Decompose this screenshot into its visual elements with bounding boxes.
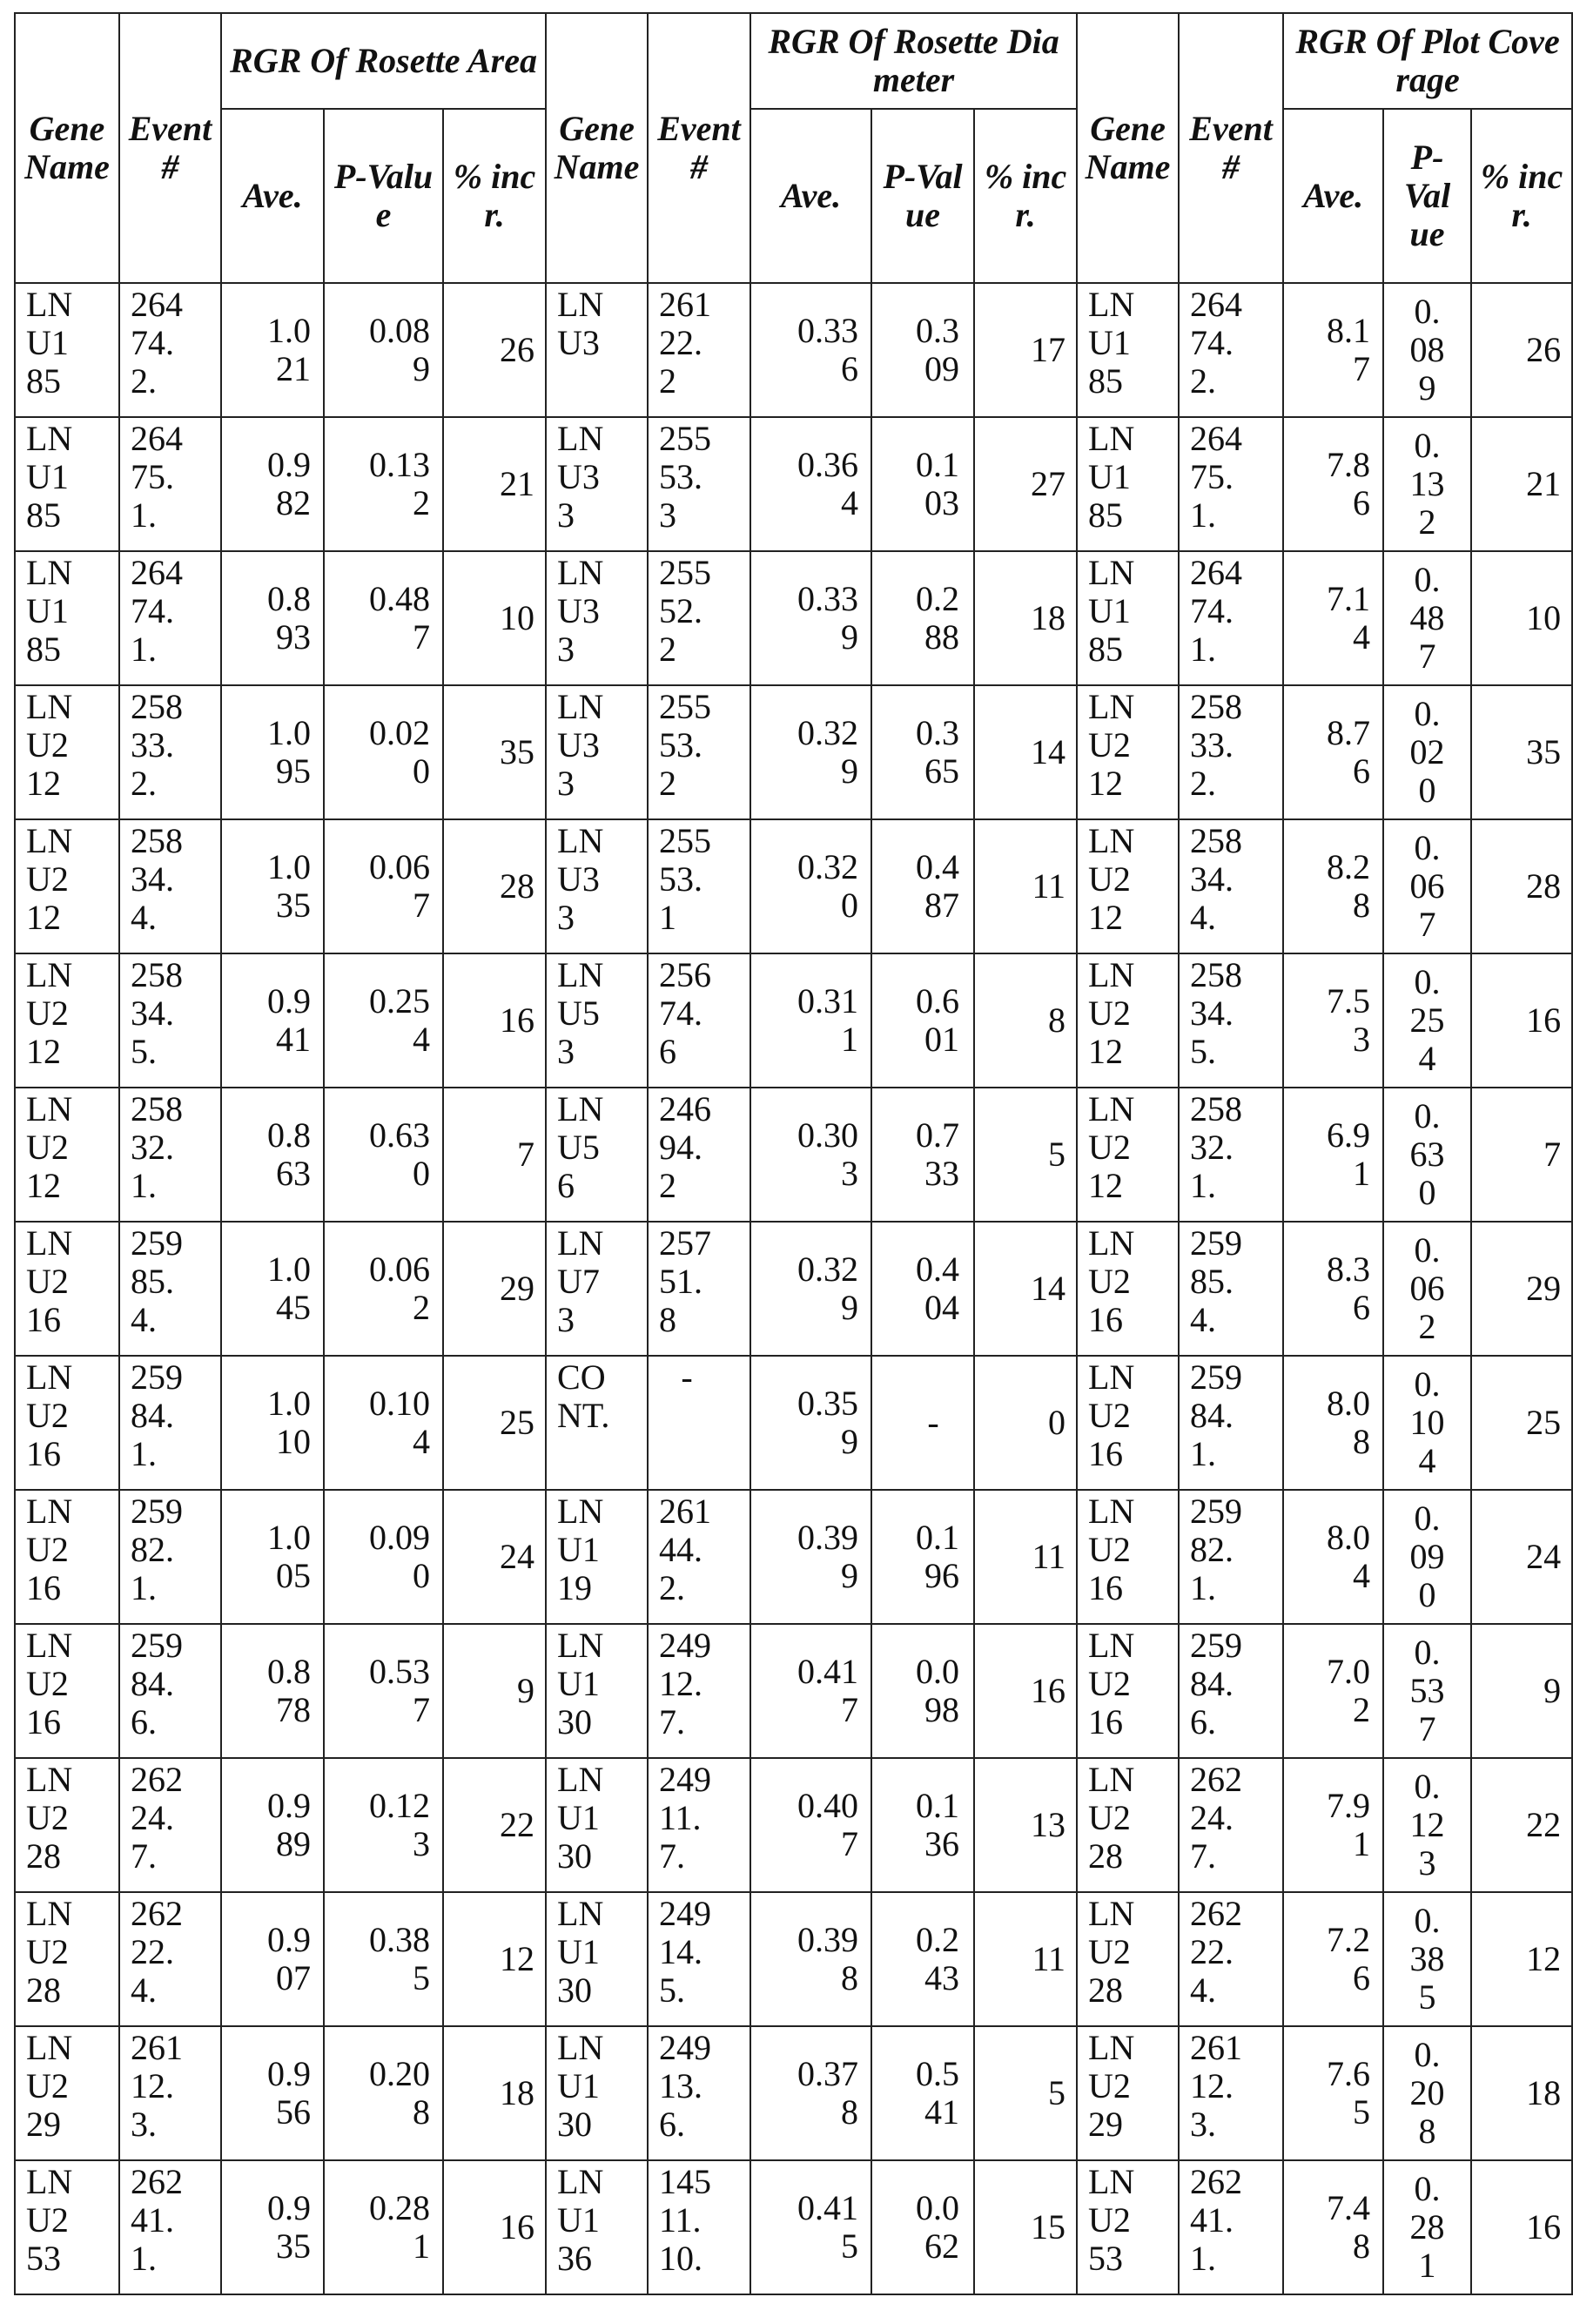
rosette-area-incr-cell: 24 [443, 1490, 546, 1624]
gene-name-cell: LNU216 [15, 1624, 119, 1758]
gene-name-cell: LNU130 [546, 1892, 648, 2026]
rosette-diameter-incr-cell: 13 [974, 1758, 1077, 1892]
plot-coverage-pvalue-cell: 0.104 [1383, 1356, 1471, 1490]
gene-name-cell: LNU212 [15, 685, 119, 819]
gene-name-cell: LNU33 [546, 417, 648, 551]
gene-name-cell: LNU3 [546, 283, 648, 417]
rosette-area-pvalue-cell: 0.487 [324, 551, 443, 685]
gene-name-cell: LNU216 [1077, 1490, 1179, 1624]
event-number-cell: 25832.1. [1179, 1088, 1283, 1222]
plot-coverage-incr-cell: 24 [1471, 1490, 1572, 1624]
event-number-cell: 25985.4. [1179, 1222, 1283, 1356]
gene-name-cell: LNU229 [1077, 2026, 1179, 2160]
plot-coverage-pvalue-cell: 0.062 [1383, 1222, 1471, 1356]
header-pvalue-1: P-Value [324, 109, 443, 283]
header-plot-coverage: RGR Of Plot Coverage [1283, 13, 1572, 109]
rosette-area-ave-cell: 1.045 [221, 1222, 324, 1356]
rosette-area-ave-cell: 0.989 [221, 1758, 324, 1892]
rosette-diameter-incr-cell: 8 [974, 953, 1077, 1088]
event-number-cell: 24694.2 [648, 1088, 750, 1222]
rgr-results-table [14, 12, 1573, 2295]
gene-name-cell: LNU56 [546, 1088, 648, 1222]
rosette-diameter-ave-cell: 0.359 [750, 1356, 871, 1490]
header-incr-2: % incr. [974, 109, 1077, 283]
rosette-area-ave-cell: 0.935 [221, 2160, 324, 2294]
plot-coverage-ave-cell: 7.65 [1283, 2026, 1383, 2160]
plot-coverage-pvalue-cell: 0.132 [1383, 417, 1471, 551]
rosette-diameter-ave-cell: 0.320 [750, 819, 871, 953]
gene-name-cell: LNU228 [1077, 1892, 1179, 2026]
rosette-area-ave-cell: 1.010 [221, 1356, 324, 1490]
rosette-area-incr-cell: 7 [443, 1088, 546, 1222]
gene-name-cell: LNU216 [15, 1490, 119, 1624]
rosette-diameter-incr-cell: 18 [974, 551, 1077, 685]
rosette-area-incr-cell: 29 [443, 1222, 546, 1356]
rosette-diameter-pvalue-cell: 0.487 [871, 819, 974, 953]
rosette-area-ave-cell: 0.878 [221, 1624, 324, 1758]
rosette-area-ave-cell: 0.982 [221, 417, 324, 551]
rosette-area-ave-cell: 0.941 [221, 953, 324, 1088]
rosette-diameter-pvalue-cell: 0.062 [871, 2160, 974, 2294]
rosette-area-ave-cell: 0.893 [221, 551, 324, 685]
plot-coverage-incr-cell: 29 [1471, 1222, 1572, 1356]
event-number-cell: 24911.7. [648, 1758, 750, 1892]
event-number-cell: 26112.3. [119, 2026, 221, 2160]
table-row [15, 1222, 1572, 1356]
gene-name-cell: LNU33 [546, 685, 648, 819]
event-number-cell: 25553.2 [648, 685, 750, 819]
gene-name-cell: LNU185 [15, 417, 119, 551]
rosette-diameter-ave-cell: 0.417 [750, 1624, 871, 1758]
gene-name-cell: LNU216 [1077, 1222, 1179, 1356]
rosette-area-incr-cell: 16 [443, 2160, 546, 2294]
event-number-cell: 25674.6 [648, 953, 750, 1088]
plot-coverage-ave-cell: 8.36 [1283, 1222, 1383, 1356]
rosette-area-ave-cell: 0.907 [221, 1892, 324, 2026]
rosette-area-pvalue-cell: 0.281 [324, 2160, 443, 2294]
table-row [15, 1088, 1572, 1222]
event-number-cell: 26222.4. [119, 1892, 221, 2026]
rosette-diameter-pvalue-cell: 0.309 [871, 283, 974, 417]
rosette-diameter-incr-cell: 11 [974, 1490, 1077, 1624]
plot-coverage-ave-cell: 8.28 [1283, 819, 1383, 953]
table-row [15, 2160, 1572, 2294]
rosette-diameter-incr-cell: 27 [974, 417, 1077, 551]
table-body [15, 283, 1572, 2294]
rosette-diameter-pvalue-cell: 0.601 [871, 953, 974, 1088]
event-number-cell: 24913.6. [648, 2026, 750, 2160]
gene-name-cell: LNU229 [15, 2026, 119, 2160]
rosette-diameter-incr-cell: 17 [974, 283, 1077, 417]
rosette-diameter-pvalue-cell: 0.733 [871, 1088, 974, 1222]
rosette-diameter-pvalue-cell: 0.243 [871, 1892, 974, 2026]
rosette-diameter-pvalue-cell: 0.103 [871, 417, 974, 551]
gene-name-cell: LNU212 [1077, 953, 1179, 1088]
table-row [15, 819, 1572, 953]
rosette-diameter-ave-cell: 0.407 [750, 1758, 871, 1892]
rosette-diameter-pvalue-cell: 0.098 [871, 1624, 974, 1758]
header-rosette-diameter: RGR Of Rosette Diameter [750, 13, 1077, 109]
gene-name-cell: LNU53 [546, 953, 648, 1088]
event-number-cell: 25553.3 [648, 417, 750, 551]
rosette-area-pvalue-cell: 0.208 [324, 2026, 443, 2160]
rosette-diameter-ave-cell: 0.398 [750, 1892, 871, 2026]
header-row-groups [15, 13, 1572, 109]
header-gene-name-1: Gene Name [15, 13, 119, 283]
header-event-3: Event # [1179, 13, 1283, 283]
table-row [15, 953, 1572, 1088]
gene-name-cell: LNU253 [1077, 2160, 1179, 2294]
table-row [15, 1892, 1572, 2026]
gene-name-cell: LNU185 [1077, 551, 1179, 685]
rosette-area-pvalue-cell: 0.254 [324, 953, 443, 1088]
event-number-cell: 25982.1. [1179, 1490, 1283, 1624]
rosette-diameter-pvalue-cell: - [871, 1356, 974, 1490]
plot-coverage-ave-cell: 7.53 [1283, 953, 1383, 1088]
gene-name-cell: LNU216 [1077, 1624, 1179, 1758]
rosette-area-incr-cell: 16 [443, 953, 546, 1088]
gene-name-cell: LNU130 [546, 1624, 648, 1758]
plot-coverage-incr-cell: 26 [1471, 283, 1572, 417]
gene-name-cell: LNU73 [546, 1222, 648, 1356]
event-number-cell: - [648, 1356, 750, 1490]
gene-name-cell: LNU212 [1077, 819, 1179, 953]
gene-name-cell: LNU185 [15, 551, 119, 685]
rosette-area-incr-cell: 26 [443, 283, 546, 417]
event-number-cell: 26112.3. [1179, 2026, 1283, 2160]
rosette-area-pvalue-cell: 0.089 [324, 283, 443, 417]
rosette-area-incr-cell: 12 [443, 1892, 546, 2026]
plot-coverage-incr-cell: 16 [1471, 2160, 1572, 2294]
rosette-diameter-ave-cell: 0.378 [750, 2026, 871, 2160]
plot-coverage-incr-cell: 9 [1471, 1624, 1572, 1758]
rosette-area-incr-cell: 18 [443, 2026, 546, 2160]
plot-coverage-pvalue-cell: 0.208 [1383, 2026, 1471, 2160]
gene-name-cell: LNU185 [1077, 417, 1179, 551]
table-row [15, 283, 1572, 417]
gene-name-cell: LNU216 [1077, 1356, 1179, 1490]
table-row [15, 1758, 1572, 1892]
plot-coverage-pvalue-cell: 0.020 [1383, 685, 1471, 819]
rosette-diameter-pvalue-cell: 0.288 [871, 551, 974, 685]
gene-name-cell: LNU212 [15, 819, 119, 953]
rosette-diameter-ave-cell: 0.399 [750, 1490, 871, 1624]
gene-name-cell: LNU185 [1077, 283, 1179, 417]
rosette-diameter-ave-cell: 0.311 [750, 953, 871, 1088]
rosette-area-ave-cell: 1.095 [221, 685, 324, 819]
rosette-area-pvalue-cell: 0.020 [324, 685, 443, 819]
table-row [15, 685, 1572, 819]
rosette-diameter-ave-cell: 0.415 [750, 2160, 871, 2294]
rosette-area-incr-cell: 21 [443, 417, 546, 551]
rosette-area-pvalue-cell: 0.385 [324, 1892, 443, 2026]
event-number-cell: 25834.5. [119, 953, 221, 1088]
plot-coverage-ave-cell: 7.14 [1283, 551, 1383, 685]
event-number-cell: 25552.2 [648, 551, 750, 685]
plot-coverage-pvalue-cell: 0.089 [1383, 283, 1471, 417]
plot-coverage-pvalue-cell: 0.537 [1383, 1624, 1471, 1758]
event-number-cell: 14511.10. [648, 2160, 750, 2294]
event-number-cell: 25984.1. [1179, 1356, 1283, 1490]
rosette-diameter-pvalue-cell: 0.136 [871, 1758, 974, 1892]
rosette-area-ave-cell: 1.021 [221, 283, 324, 417]
plot-coverage-ave-cell: 7.48 [1283, 2160, 1383, 2294]
plot-coverage-pvalue-cell: 0.281 [1383, 2160, 1471, 2294]
event-number-cell: 25834.4. [119, 819, 221, 953]
gene-name-cell: LNU130 [546, 2026, 648, 2160]
table-row [15, 1490, 1572, 1624]
plot-coverage-incr-cell: 18 [1471, 2026, 1572, 2160]
plot-coverage-pvalue-cell: 0.123 [1383, 1758, 1471, 1892]
header-incr-1: % incr. [443, 109, 546, 283]
header-row-subcolumns [15, 109, 1572, 283]
table-row [15, 1624, 1572, 1758]
event-number-cell: 25553.1 [648, 819, 750, 953]
event-number-cell: 24914.5. [648, 1892, 750, 2026]
rosette-area-pvalue-cell: 0.537 [324, 1624, 443, 1758]
plot-coverage-ave-cell: 8.04 [1283, 1490, 1383, 1624]
header-ave-2: Ave. [750, 109, 871, 283]
table-row [15, 417, 1572, 551]
event-number-cell: 24912.7. [648, 1624, 750, 1758]
event-number-cell: 25985.4. [119, 1222, 221, 1356]
rosette-area-incr-cell: 35 [443, 685, 546, 819]
gene-name-cell: LNU212 [15, 953, 119, 1088]
rosette-diameter-pvalue-cell: 0.196 [871, 1490, 974, 1624]
event-number-cell: 26241.1. [1179, 2160, 1283, 2294]
plot-coverage-pvalue-cell: 0.487 [1383, 551, 1471, 685]
plot-coverage-pvalue-cell: 0.385 [1383, 1892, 1471, 2026]
rosette-diameter-ave-cell: 0.329 [750, 685, 871, 819]
event-number-cell: 26475.1. [119, 417, 221, 551]
table-row [15, 2026, 1572, 2160]
rosette-diameter-ave-cell: 0.303 [750, 1088, 871, 1222]
gene-name-cell: LNU212 [15, 1088, 119, 1222]
rosette-area-incr-cell: 9 [443, 1624, 546, 1758]
rosette-area-ave-cell: 1.005 [221, 1490, 324, 1624]
rosette-area-ave-cell: 0.956 [221, 2026, 324, 2160]
event-number-cell: 26474.2. [119, 283, 221, 417]
rosette-area-pvalue-cell: 0.062 [324, 1222, 443, 1356]
rosette-area-pvalue-cell: 0.104 [324, 1356, 443, 1490]
event-number-cell: 25833.2. [1179, 685, 1283, 819]
header-pvalue-3: P-Value [1383, 109, 1471, 283]
plot-coverage-incr-cell: 35 [1471, 685, 1572, 819]
event-number-cell: 25834.5. [1179, 953, 1283, 1088]
gene-name-cell: CONT. [546, 1356, 648, 1490]
plot-coverage-ave-cell: 7.02 [1283, 1624, 1383, 1758]
gene-name-cell: LNU216 [15, 1222, 119, 1356]
rosette-diameter-incr-cell: 14 [974, 685, 1077, 819]
rosette-area-incr-cell: 28 [443, 819, 546, 953]
rosette-area-incr-cell: 22 [443, 1758, 546, 1892]
plot-coverage-pvalue-cell: 0.254 [1383, 953, 1471, 1088]
gene-name-cell: LNU33 [546, 819, 648, 953]
gene-name-cell: LNU33 [546, 551, 648, 685]
event-number-cell: 25984.6. [1179, 1624, 1283, 1758]
event-number-cell: 25751.8 [648, 1222, 750, 1356]
rosette-area-pvalue-cell: 0.123 [324, 1758, 443, 1892]
gene-name-cell: LNU185 [15, 283, 119, 417]
rosette-area-ave-cell: 0.863 [221, 1088, 324, 1222]
gene-name-cell: LNU253 [15, 2160, 119, 2294]
gene-name-cell: LNU228 [15, 1758, 119, 1892]
event-number-cell: 26474.1. [1179, 551, 1283, 685]
header-gene-name-2: Gene Name [546, 13, 648, 283]
rosette-diameter-ave-cell: 0.339 [750, 551, 871, 685]
plot-coverage-incr-cell: 28 [1471, 819, 1572, 953]
header-event-1: Event # [119, 13, 221, 283]
rosette-area-pvalue-cell: 0.090 [324, 1490, 443, 1624]
rosette-area-incr-cell: 25 [443, 1356, 546, 1490]
header-pvalue-2: P-Value [871, 109, 974, 283]
rosette-diameter-incr-cell: 0 [974, 1356, 1077, 1490]
plot-coverage-pvalue-cell: 0.630 [1383, 1088, 1471, 1222]
event-number-cell: 26122.2 [648, 283, 750, 417]
plot-coverage-ave-cell: 6.91 [1283, 1088, 1383, 1222]
plot-coverage-ave-cell: 8.17 [1283, 283, 1383, 417]
plot-coverage-pvalue-cell: 0.067 [1383, 819, 1471, 953]
rosette-diameter-pvalue-cell: 0.404 [871, 1222, 974, 1356]
table-row [15, 551, 1572, 685]
plot-coverage-ave-cell: 8.08 [1283, 1356, 1383, 1490]
rosette-diameter-ave-cell: 0.329 [750, 1222, 871, 1356]
plot-coverage-incr-cell: 12 [1471, 1892, 1572, 2026]
header-rosette-area: RGR Of Rosette Area [221, 13, 546, 109]
rosette-diameter-incr-cell: 5 [974, 2026, 1077, 2160]
plot-coverage-incr-cell: 7 [1471, 1088, 1572, 1222]
event-number-cell: 25982.1. [119, 1490, 221, 1624]
event-number-cell: 26144.2. [648, 1490, 750, 1624]
rosette-diameter-ave-cell: 0.336 [750, 283, 871, 417]
header-gene-name-3: Gene Name [1077, 13, 1179, 283]
event-number-cell: 25833.2. [119, 685, 221, 819]
rosette-diameter-ave-cell: 0.364 [750, 417, 871, 551]
event-number-cell: 25832.1. [119, 1088, 221, 1222]
header-event-2: Event # [648, 13, 750, 283]
plot-coverage-incr-cell: 22 [1471, 1758, 1572, 1892]
plot-coverage-incr-cell: 10 [1471, 551, 1572, 685]
rosette-area-pvalue-cell: 0.132 [324, 417, 443, 551]
header-ave-1: Ave. [221, 109, 324, 283]
gene-name-cell: LNU212 [1077, 685, 1179, 819]
event-number-cell: 26475.1. [1179, 417, 1283, 551]
rosette-diameter-pvalue-cell: 0.541 [871, 2026, 974, 2160]
gene-name-cell: LNU212 [1077, 1088, 1179, 1222]
gene-name-cell: LNU216 [15, 1356, 119, 1490]
plot-coverage-incr-cell: 16 [1471, 953, 1572, 1088]
gene-name-cell: LNU228 [15, 1892, 119, 2026]
rosette-diameter-incr-cell: 16 [974, 1624, 1077, 1758]
rosette-diameter-incr-cell: 5 [974, 1088, 1077, 1222]
gene-name-cell: LNU119 [546, 1490, 648, 1624]
event-number-cell: 26222.4. [1179, 1892, 1283, 2026]
rosette-diameter-incr-cell: 15 [974, 2160, 1077, 2294]
event-number-cell: 26474.2. [1179, 283, 1283, 417]
plot-coverage-incr-cell: 25 [1471, 1356, 1572, 1490]
plot-coverage-ave-cell: 7.86 [1283, 417, 1383, 551]
rosette-area-ave-cell: 1.035 [221, 819, 324, 953]
plot-coverage-ave-cell: 8.76 [1283, 685, 1383, 819]
plot-coverage-ave-cell: 7.91 [1283, 1758, 1383, 1892]
rosette-diameter-incr-cell: 11 [974, 1892, 1077, 2026]
event-number-cell: 25834.4. [1179, 819, 1283, 953]
plot-coverage-incr-cell: 21 [1471, 417, 1572, 551]
table-row [15, 1356, 1572, 1490]
rosette-area-pvalue-cell: 0.067 [324, 819, 443, 953]
event-number-cell: 26474.1. [119, 551, 221, 685]
plot-coverage-ave-cell: 7.26 [1283, 1892, 1383, 2026]
rosette-area-pvalue-cell: 0.630 [324, 1088, 443, 1222]
rosette-area-incr-cell: 10 [443, 551, 546, 685]
rosette-diameter-incr-cell: 14 [974, 1222, 1077, 1356]
event-number-cell: 25984.6. [119, 1624, 221, 1758]
header-ave-3: Ave. [1283, 109, 1383, 283]
header-incr-3: % incr. [1471, 109, 1572, 283]
event-number-cell: 26241.1. [119, 2160, 221, 2294]
gene-name-cell: LNU228 [1077, 1758, 1179, 1892]
rosette-diameter-pvalue-cell: 0.365 [871, 685, 974, 819]
event-number-cell: 26224.7. [119, 1758, 221, 1892]
event-number-cell: 25984.1. [119, 1356, 221, 1490]
rosette-diameter-incr-cell: 11 [974, 819, 1077, 953]
event-number-cell: 26224.7. [1179, 1758, 1283, 1892]
gene-name-cell: LNU136 [546, 2160, 648, 2294]
gene-name-cell: LNU130 [546, 1758, 648, 1892]
plot-coverage-pvalue-cell: 0.090 [1383, 1490, 1471, 1624]
